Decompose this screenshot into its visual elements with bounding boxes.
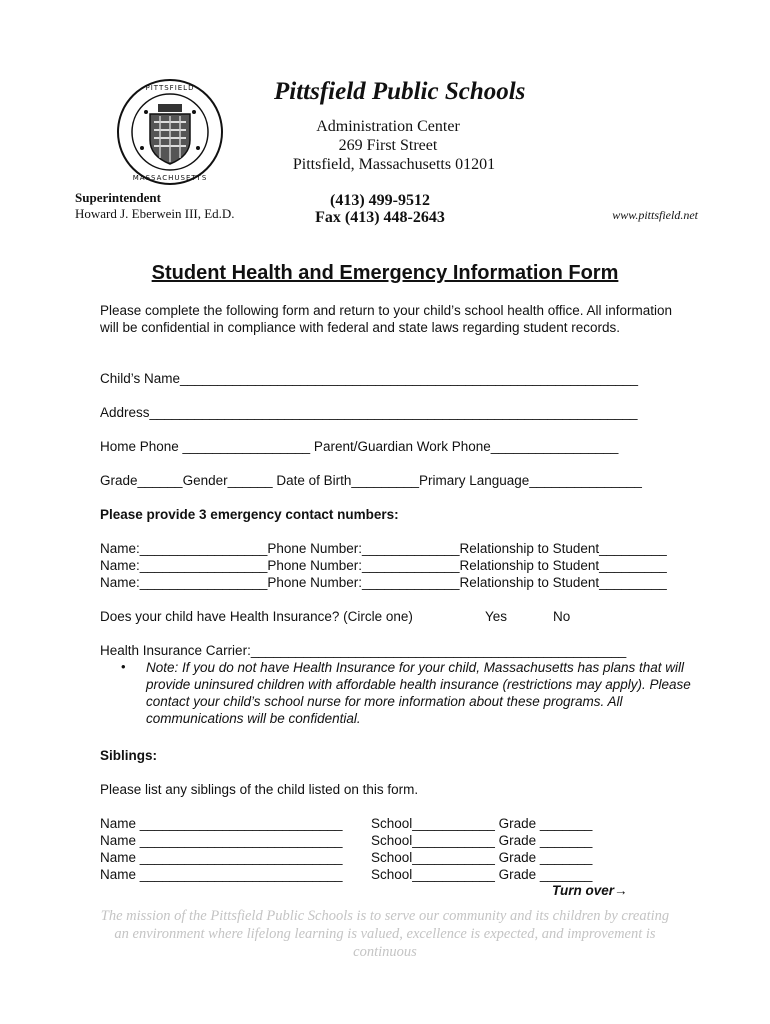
fax-number: Fax (413) 448-2643 (315, 209, 445, 226)
svg-text:PITTSFIELD: PITTSFIELD (145, 84, 195, 92)
district-seal-logo (116, 78, 224, 186)
website-link[interactable]: www.pittsfield.net (612, 208, 698, 222)
sibling-school-grade-field[interactable]: School___________ Grade _______ (371, 867, 593, 882)
svg-text:MASSACHUSETTS: MASSACHUSETTS (132, 174, 208, 182)
admin-center: Administration Center (316, 118, 460, 135)
phone-number: (413) 499-9512 (330, 192, 430, 209)
phone-fields[interactable]: Home Phone _________________ Parent/Guardian Work Phone_________________ (100, 439, 619, 454)
sibling-school-grade-field[interactable]: School___________ Grade _______ (371, 850, 593, 865)
bullet-point: • (121, 659, 126, 674)
emergency-contact-row[interactable]: Name:_________________Phone Number:_____________Relationship to Student_________ (100, 541, 667, 556)
emergency-contact-row[interactable]: Name:_________________Phone Number:_____________Relationship to Student_________ (100, 558, 667, 573)
child-name-field[interactable]: Child’s Name_____________________________________________________________ (100, 371, 639, 386)
superintendent-name: Howard J. Eberwein III, Ed.D. (75, 206, 235, 221)
insurance-question: Does your child have Health Insurance? (Circle one) (100, 609, 413, 624)
insurance-carrier-field[interactable]: Health Insurance Carrier:__________________________________________________ (100, 643, 627, 658)
emergency-contacts-heading: Please provide 3 emergency contact numbers: (100, 507, 399, 522)
turn-over-label: Turn over→ (552, 883, 628, 898)
siblings-heading: Siblings: (100, 748, 157, 763)
sibling-school-grade-field[interactable]: School___________ Grade _______ (371, 816, 593, 831)
school-name: Pittsfield Public Schools (274, 78, 526, 105)
insurance-yes-option[interactable]: Yes (485, 609, 508, 624)
sibling-name-field[interactable]: Name ___________________________ (100, 833, 343, 848)
street-address: 269 First Street (338, 137, 438, 154)
form-title: Student Health and Emergency Information Form (151, 262, 619, 284)
address-field[interactable]: Address_________________________________________________________________ (100, 405, 638, 420)
grade-gender-dob-language-fields[interactable]: Grade______Gender______ Date of Birth_________Primary Language_______________ (100, 473, 642, 488)
insurance-no-option[interactable]: No (553, 609, 571, 624)
intro-paragraph: Please complete the following form and return to your child’s school health office. All information will be confidential in compliance with federal and state laws regarding student records. (100, 303, 673, 335)
sibling-name-field[interactable]: Name ___________________________ (100, 850, 343, 865)
mission-statement: The mission of the Pittsfield Public Schools is to serve our community and its children by creating an environment where lifelong learning is valued, excellence is expected, and improvement is continuous (100, 908, 670, 960)
siblings-instruction: Please list any siblings of the child listed on this form. (100, 782, 419, 797)
sibling-name-field[interactable]: Name ___________________________ (100, 816, 343, 831)
city-address: Pittsfield, Massachusetts 01201 (292, 156, 496, 173)
sibling-name-field[interactable]: Name ___________________________ (100, 867, 343, 882)
emergency-contact-row[interactable]: Name:_________________Phone Number:_____________Relationship to Student_________ (100, 575, 667, 590)
insurance-note: Note: If you do not have Health Insurance for your child, Massachusetts has plans that will provide uninsured children with affordable health insurance (restrictions may apply). Please contact your child’s school nurse for more information about these programs. All communications will be confidential. (146, 660, 691, 726)
superintendent-title: Superintendent (75, 190, 161, 205)
sibling-school-grade-field[interactable]: School___________ Grade _______ (371, 833, 593, 848)
